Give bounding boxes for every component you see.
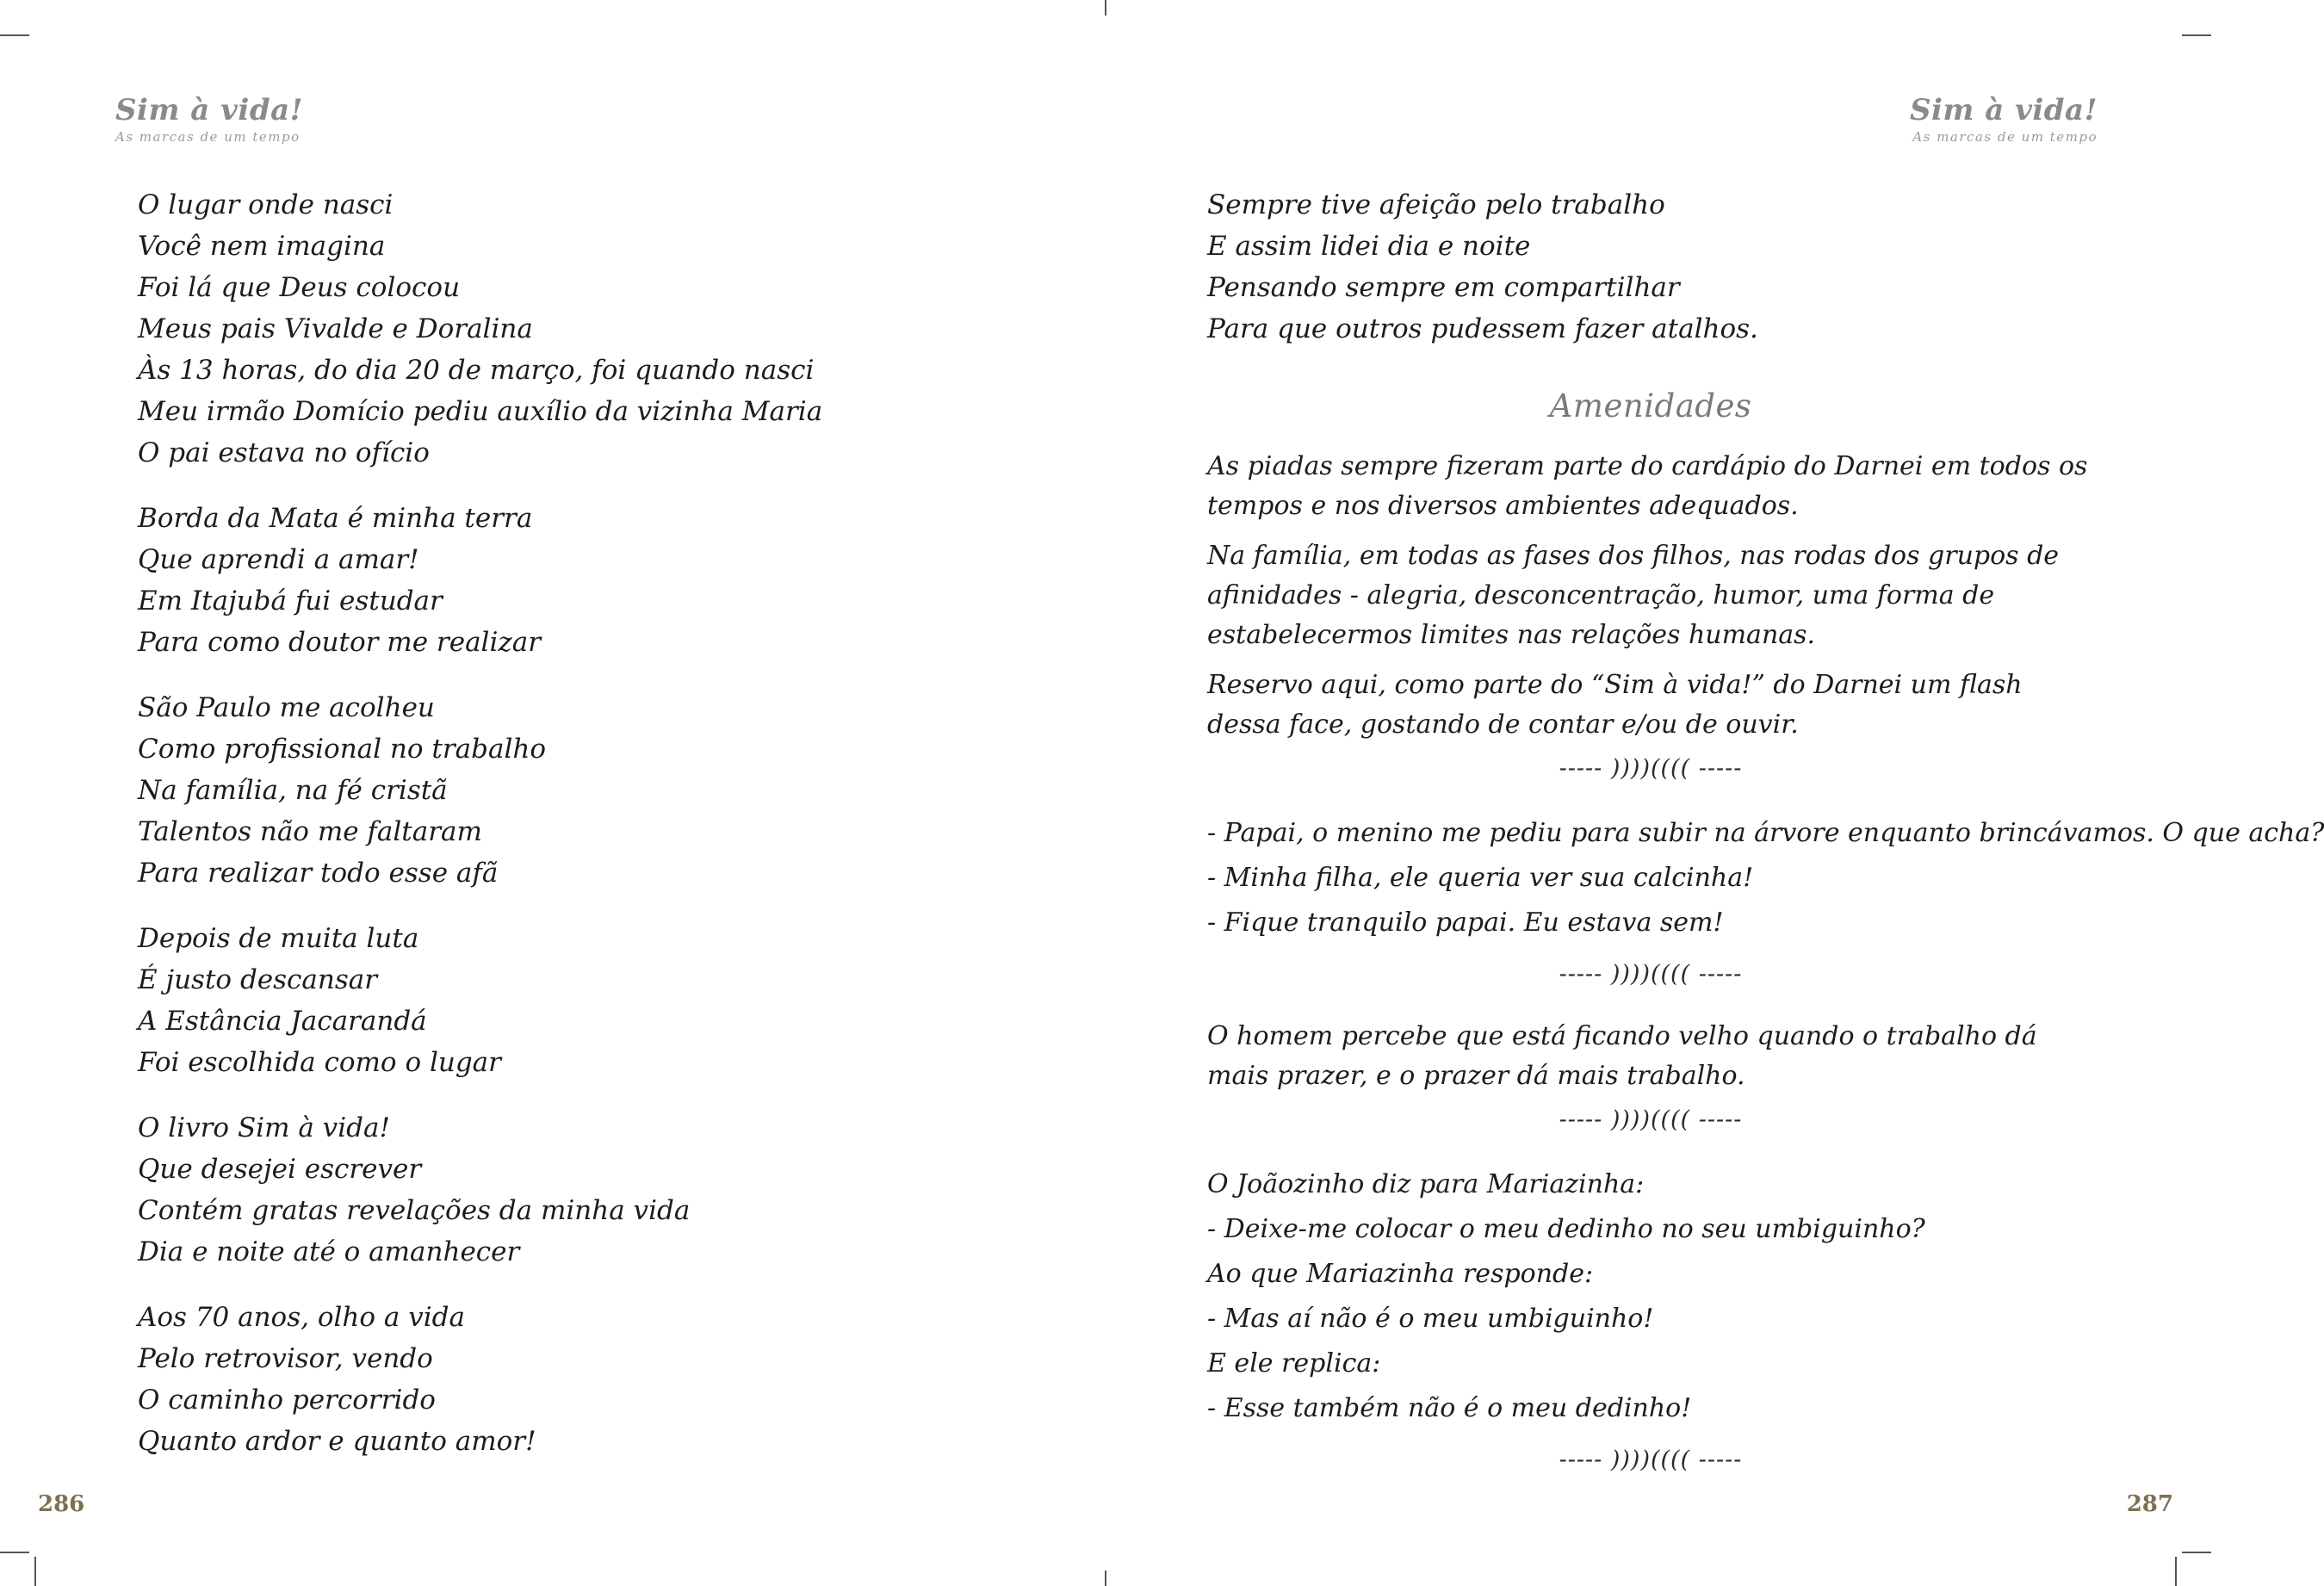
joke: [1207, 811, 2324, 945]
poem-line: Que desejei escrever: [138, 1154, 422, 1185]
header-subtitle: As marcas de um tempo: [1912, 129, 2098, 145]
header-title: Sim à vida!: [1909, 93, 2098, 127]
stanza: [138, 1107, 999, 1273]
crop-mark: [2182, 1552, 2211, 1553]
running-header: [115, 93, 303, 145]
joke-line: - Papai, o menino me pediu para subir na árvore enquanto brincávamos. O que acha?: [1207, 818, 2324, 848]
separator: ----- ))))(((( -----: [1559, 755, 1743, 782]
poem-line: Foi lá que Deus colocou: [138, 272, 461, 303]
crop-mark: [34, 1557, 36, 1586]
poem-line: Às 13 horas, do dia 20 de março, foi quando nasci: [138, 355, 815, 386]
poem-line: E assim lidei dia e noite: [1207, 231, 1531, 262]
poem-line: Quanto ardor e quanto amor!: [138, 1426, 536, 1457]
joke-paragraph: O homem percebe que está ficando velho quando o trabalho dá mais prazer, e o prazer dá mais trabalho.: [1207, 1021, 2037, 1091]
page-number: 287: [2126, 1491, 2173, 1517]
joke-line: - Deixe-me colocar o meu dedinho no seu umbiguinho?: [1207, 1214, 1925, 1244]
separator: ----- ))))(((( -----: [1559, 1106, 1743, 1133]
joke: [1207, 1162, 2094, 1431]
poem-line: É justo descansar: [138, 964, 378, 995]
header-title: Sim à vida!: [115, 93, 304, 127]
poem-line: Foi escolhida como o lugar: [138, 1047, 501, 1078]
joke-line: O Joãozinho diz para Mariazinha:: [1207, 1169, 1645, 1199]
poem-line: Aos 70 anos, olho a vida: [138, 1302, 465, 1333]
left-page: [0, 0, 1106, 1586]
crop-mark: [2182, 34, 2211, 36]
poem-line: O lugar onde nasci: [138, 189, 394, 220]
poem-line: Pensando sempre em compartilhar: [1207, 272, 1680, 303]
poem-line: Para como doutor me realizar: [138, 627, 542, 658]
crop-mark: [0, 34, 29, 36]
poem-line: Em Itajubá fui estudar: [138, 585, 443, 616]
crop-mark: [2175, 1557, 2177, 1586]
poem-line: Como profissional no trabalho: [138, 734, 547, 765]
poem-line: Contém gratas revelações da minha vida: [138, 1195, 691, 1226]
poem: [138, 184, 999, 1486]
stanza: [138, 498, 999, 663]
poem-line: Borda da Mata é minha terra: [138, 503, 533, 534]
poem-line: A Estância Jacarandá: [138, 1006, 427, 1037]
joke-line: - Esse também não é o meu dedinho!: [1207, 1393, 1692, 1423]
poem-line: Meus pais Vivalde e Doralina: [138, 313, 533, 344]
section-title: Amenidades: [1549, 387, 1752, 424]
joke-line: Ao que Mariazinha responde:: [1207, 1259, 1594, 1289]
poem-line: Você nem imagina: [138, 231, 386, 262]
poem-line: Para que outros pudessem fazer atalhos.: [1207, 313, 1758, 344]
poem-line: Depois de muita luta: [138, 923, 419, 954]
poem-line: Dia e noite até o amanhecer: [138, 1236, 520, 1267]
paragraph: Reservo aqui, como parte do “Sim à vida!” do Darnei um flash dessa face, gostando de contar e/ou de ouvir.: [1207, 670, 2023, 740]
crop-mark: [0, 1552, 29, 1553]
poem-line: O caminho percorrido: [138, 1385, 436, 1416]
joke-line: - Fique tranquilo papai. Eu estava sem!: [1207, 908, 1724, 938]
poem-line: Meu irmão Domício pediu auxílio da vizinha Maria: [138, 396, 823, 427]
poem-line: São Paulo me acolheu: [138, 692, 435, 723]
poem-line: O livro Sim à vida!: [138, 1112, 390, 1143]
poem-line: Que aprendi a amar!: [138, 544, 419, 575]
poem-line: Talentos não me faltaram: [138, 816, 482, 847]
separator: ----- ))))(((( -----: [1559, 961, 1743, 988]
right-page: [1106, 0, 2324, 1586]
joke-line: - Minha filha, ele queria ver sua calcinha!: [1207, 863, 1754, 893]
stanza: [138, 687, 999, 894]
opening-stanza: [1207, 184, 2094, 350]
joke-line: - Mas aí não é o meu umbiguinho!: [1207, 1304, 1654, 1334]
paragraph: Na família, em todas as fases dos filhos, nas rodas dos grupos de afinidades - alegria, desconcentração, humor, uma forma de estabelecermos limites nas relações humanas.: [1207, 541, 2060, 650]
joke-line: E ele replica:: [1207, 1348, 1381, 1378]
stanza: [138, 918, 999, 1083]
stanza: [138, 1297, 999, 1462]
poem-line: Sempre tive afeição pelo trabalho: [1207, 189, 1665, 220]
right-column: [1207, 184, 2324, 1502]
page-number: 286: [38, 1491, 85, 1517]
stanza: [138, 184, 999, 474]
paragraph: As piadas sempre fizeram parte do cardápio do Darnei em todos os tempos e nos diversos ambientes adequados.: [1207, 451, 2088, 521]
separator: ----- ))))(((( -----: [1559, 1447, 1743, 1473]
header-subtitle: As marcas de um tempo: [115, 129, 301, 145]
poem-line: O pai estava no ofício: [138, 437, 430, 468]
poem-line: Para realizar todo esse afã: [138, 858, 499, 889]
running-header: [1910, 93, 2098, 145]
poem-line: Na família, na fé cristã: [138, 775, 448, 806]
poem-line: Pelo retrovisor, vendo: [138, 1343, 433, 1374]
